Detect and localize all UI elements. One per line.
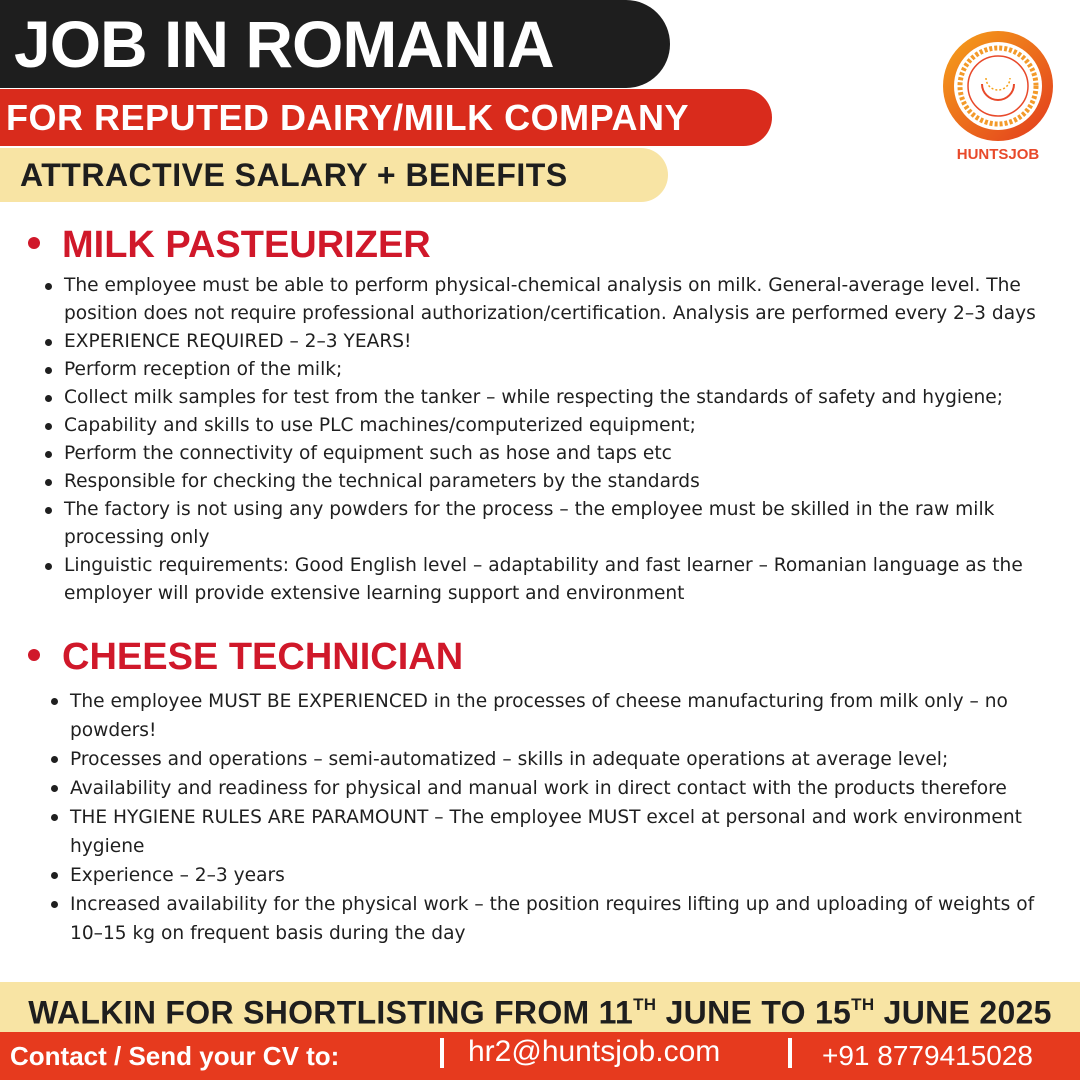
huntsjob-logo <box>938 26 1058 176</box>
contact-bar <box>0 1032 1080 1080</box>
list-item: Perform the connectivity of equipment such as hose and taps etc <box>64 440 1076 468</box>
milk-pasteurizer-list <box>64 272 1076 608</box>
page-tagline: ATTRACTIVE SALARY + BENEFITS <box>20 157 568 193</box>
divider <box>788 1038 792 1068</box>
list-item: Experience – 2–3 years <box>70 861 1062 890</box>
section-title-milk-pasteurizer: MILK PASTEURIZER <box>28 222 431 268</box>
walkin-banner <box>0 982 1080 1032</box>
divider <box>440 1038 444 1068</box>
logo-wordmark: HUNTSJOB <box>956 146 1040 163</box>
list-item: Capability and skills to use PLC machines/computerized equipment; <box>64 412 1076 440</box>
title-banner <box>0 0 670 88</box>
walkin-text: WALKIN FOR SHORTLISTING FROM 11TH JUNE TO 15TH JUNE 2025 <box>28 994 1052 1031</box>
list-item: Responsible for checking the technical parameters by the standards <box>64 468 1076 496</box>
list-item: Availability and readiness for physical and manual work in direct contact with the products therefore <box>70 774 1062 803</box>
contact-phone-link[interactable]: +91 8779415028 <box>822 1040 1033 1071</box>
list-item: EXPERIENCE REQUIRED – 2–3 YEARS! <box>64 328 1076 356</box>
page-title: JOB IN ROMANIA <box>14 7 554 81</box>
list-item: THE HYGIENE RULES ARE PARAMOUNT – The employee MUST excel at personal and work environment hygiene <box>70 803 1062 861</box>
logo-ring-icon <box>938 26 1058 146</box>
section-title-cheese-technician: CHEESE TECHNICIAN <box>28 634 463 680</box>
contact-email-link[interactable]: hr2@huntsjob.com <box>468 1035 721 1068</box>
list-item: The factory is not using any powders for the process – the employee must be skilled in the raw milk processing only <box>64 496 1076 552</box>
list-item: Perform reception of the milk; <box>64 356 1076 384</box>
list-item: The employee must be able to perform physical-chemical analysis on milk. General-average level. The position does not require professional authorization/certification. Analysis are performed every 2–3 days <box>64 272 1076 328</box>
bullet-dot-icon <box>28 237 40 249</box>
list-item: Collect milk samples for test from the tanker – while respecting the standards of safety and hygiene; <box>64 384 1076 412</box>
contact-label: Contact / Send your CV to: <box>10 1041 340 1071</box>
list-item: Increased availability for the physical work – the position requires lifting up and uploading of weights of 10–15 kg on frequent basis during the day <box>70 890 1062 948</box>
bullet-dot-icon <box>28 649 40 661</box>
list-item: Processes and operations – semi-automatized – skills in adequate operations at average level; <box>70 745 1062 774</box>
tagline-banner <box>0 148 668 202</box>
list-item: Linguistic requirements: Good English level – adaptability and fast learner – Romanian language as the employer will provide extensive learning support and environment <box>64 552 1076 608</box>
list-item: The employee MUST BE EXPERIENCED in the processes of cheese manufacturing from milk only – no powders! <box>70 687 1062 745</box>
cheese-technician-list <box>70 687 1062 948</box>
page-subtitle: FOR REPUTED DAIRY/MILK COMPANY <box>6 97 690 138</box>
subtitle-banner <box>0 89 772 146</box>
